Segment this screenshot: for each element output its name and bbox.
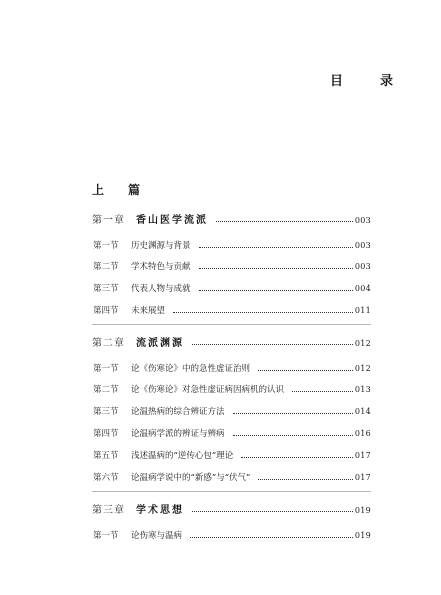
section-title: 论温病学派的辨证与辨病	[131, 429, 225, 439]
dot-leader	[173, 311, 353, 313]
section-number: 第二节	[93, 262, 119, 272]
section-title: 论伤寒与温病	[131, 531, 183, 541]
dot-leader	[199, 267, 353, 269]
toc-section-row[interactable]	[93, 405, 371, 417]
toc-chapter-row[interactable]	[92, 211, 371, 226]
section-number: 第一节	[93, 531, 119, 541]
toc-section-row[interactable]	[93, 471, 371, 483]
chapter-separator	[92, 491, 371, 492]
toc-section-row[interactable]	[93, 529, 371, 541]
page-number: 016	[354, 429, 371, 438]
section-title: 论《伤寒论》对急性虚证病因病机的认识	[131, 385, 285, 395]
chapter-number: 第三章	[92, 505, 125, 516]
section-number: 第四节	[93, 306, 119, 316]
page-number: 019	[354, 531, 371, 540]
toc-section-row[interactable]	[93, 282, 371, 294]
page-number: 013	[354, 385, 371, 394]
part-heading: 上 篇	[92, 183, 147, 197]
dot-leader	[233, 412, 353, 414]
page-number: 003	[354, 241, 371, 250]
section-title: 论《伤寒论》中的急性虚证治则	[131, 364, 251, 374]
toc-section-row[interactable]	[93, 383, 371, 395]
dot-leader	[233, 434, 353, 436]
page-number: 003	[354, 262, 371, 271]
toc-section-row[interactable]	[93, 449, 371, 461]
dot-leader	[292, 390, 353, 392]
dot-leader	[241, 456, 353, 458]
page-number: 004	[354, 284, 371, 293]
page-number: 012	[354, 364, 371, 373]
section-number: 第二节	[93, 385, 119, 395]
page-number: 019	[354, 506, 371, 515]
page-number: 017	[354, 451, 371, 460]
section-number: 第一节	[93, 364, 119, 374]
section-title: 未来展望	[131, 306, 166, 316]
dot-leader	[258, 369, 353, 371]
toc-section-row[interactable]	[93, 304, 371, 316]
toc-chapter-row[interactable]	[92, 501, 371, 516]
section-title: 浅述温病的“逆传心包”理论	[131, 451, 234, 461]
section-number: 第六节	[93, 473, 119, 483]
toc-section-row[interactable]	[93, 239, 371, 251]
page-number: 003	[354, 216, 371, 225]
page-title: 目 录	[330, 74, 406, 89]
dot-leader	[199, 246, 353, 248]
toc-section-row[interactable]	[93, 427, 371, 439]
dot-leader	[216, 220, 353, 222]
dot-leader	[199, 289, 353, 291]
chapter-number: 第一章	[92, 215, 125, 226]
dot-leader	[190, 536, 353, 538]
section-title: 学术特色与贡献	[131, 262, 191, 272]
chapter-title: 香山医学流派	[136, 215, 208, 226]
section-number: 第三节	[93, 284, 119, 294]
page-number: 017	[354, 473, 371, 482]
page-number: 014	[354, 407, 371, 416]
page-number: 012	[354, 339, 371, 348]
toc-section-row[interactable]	[93, 362, 371, 374]
chapter-title: 学术思想	[136, 505, 184, 516]
dot-leader	[258, 478, 352, 480]
dot-leader	[192, 343, 353, 345]
dot-leader	[192, 510, 353, 512]
section-number: 第三节	[93, 407, 119, 417]
section-title: 论温热病的综合辨证方法	[131, 407, 225, 417]
chapter-title: 流派渊源	[136, 338, 184, 349]
section-title: 代表人物与成就	[131, 284, 191, 294]
section-title: 历史渊源与背景	[131, 241, 191, 251]
section-number: 第四节	[93, 429, 119, 439]
toc-section-row[interactable]	[93, 260, 371, 272]
section-number: 第五节	[93, 451, 119, 461]
chapter-separator	[92, 324, 371, 325]
section-number: 第一节	[93, 241, 119, 251]
toc-chapter-row[interactable]	[92, 334, 371, 349]
section-title: 论温病学说中的“新感”与“伏气”	[131, 473, 251, 483]
page-number: 011	[354, 306, 371, 315]
chapter-number: 第二章	[92, 338, 125, 349]
